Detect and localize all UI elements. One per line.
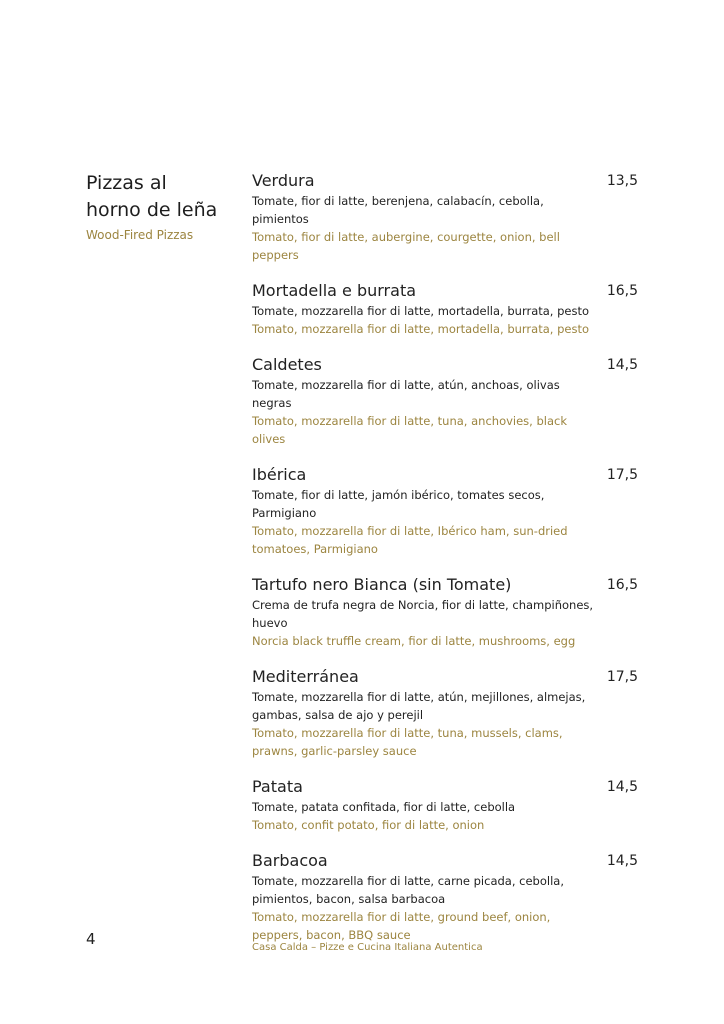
item-description-es: Tomate, fior di latte, berenjena, calabacín, cebolla, pimientos (252, 194, 544, 226)
item-name: Caldetes (252, 355, 322, 374)
section-title-line1: Pizzas al (86, 172, 167, 194)
item-price: 16,5 (606, 283, 638, 299)
item-description-en: Tomato, mozzarella fior di latte, tuna, anchovies, black olives (252, 414, 568, 446)
item-description-en: Tomato, fior di latte, aubergine, courgette, onion, bell peppers (252, 230, 560, 262)
menu-items (252, 170, 638, 960)
item-description-es: Tomate, patata confitada, fior di latte, cebolla (252, 800, 516, 814)
menu-item (252, 666, 638, 760)
section-title-line2: horno de leña (86, 199, 218, 221)
page-number: 4 (86, 930, 96, 948)
item-name: Mediterránea (252, 667, 359, 686)
section-title (86, 170, 226, 224)
item-description-es: Tomate, mozzarella fior di latte, atún, mejillones, almejas, gambas, salsa de ajo y perejil (252, 690, 586, 722)
item-price: 14,5 (606, 357, 638, 373)
item-name: Verdura (252, 171, 315, 190)
footer: Casa Calda – Pizze e Cucina Italiana Autentica (252, 942, 483, 953)
item-description-en: Tomato, mozzarella fior di latte, tuna, mussels, clams, prawns, garlic-parsley sauce (252, 726, 563, 758)
item-price: 16,5 (606, 577, 638, 593)
item-description-es: Crema de trufa negra de Norcia, fior di latte, champiñones, huevo (252, 598, 594, 630)
item-price: 14,5 (606, 779, 638, 795)
item-name: Barbacoa (252, 851, 328, 870)
item-description-en: Tomato, mozzarella fior di latte, Ibérico ham, sun-dried tomatoes, Parmigiano (252, 524, 568, 556)
item-description-en: Tomato, confit potato, fior di latte, onion (252, 818, 485, 832)
item-price: 13,5 (606, 173, 638, 189)
item-description-es: Tomate, mozzarella fior di latte, atún, anchoas, olivas negras (252, 378, 560, 410)
menu-item (252, 464, 638, 558)
item-description-es: Tomate, mozzarella fior di latte, carne picada, cebolla, pimientos, bacon, salsa barbacoa (252, 874, 564, 906)
item-description-es: Tomate, fior di latte, jamón ibérico, tomates secos, Parmigiano (252, 488, 545, 520)
item-name: Patata (252, 777, 303, 796)
item-name: Ibérica (252, 465, 307, 484)
section-subtitle: Wood-Fired Pizzas (86, 228, 194, 242)
item-price: 17,5 (606, 467, 638, 483)
menu-item (252, 354, 638, 448)
menu-item (252, 776, 638, 834)
item-description-en: Tomato, mozzarella fior di latte, mortadella, burrata, pesto (252, 322, 589, 336)
item-description-en: Norcia black truffle cream, fior di latte, mushrooms, egg (252, 634, 576, 648)
item-price: 14,5 (606, 853, 638, 869)
item-name: Mortadella e burrata (252, 281, 417, 300)
menu-item (252, 574, 638, 650)
menu-item (252, 850, 638, 944)
item-name: Tartufo nero Bianca (sin Tomate) (252, 575, 512, 594)
item-description-es: Tomate, mozzarella fior di latte, mortadella, burrata, pesto (252, 304, 590, 318)
item-description-en: Tomato, mozzarella fior di latte, ground beef, onion, peppers, bacon, BBQ sauce (252, 910, 551, 942)
item-price: 17,5 (606, 669, 638, 685)
menu-item (252, 170, 638, 264)
menu-item (252, 280, 638, 338)
